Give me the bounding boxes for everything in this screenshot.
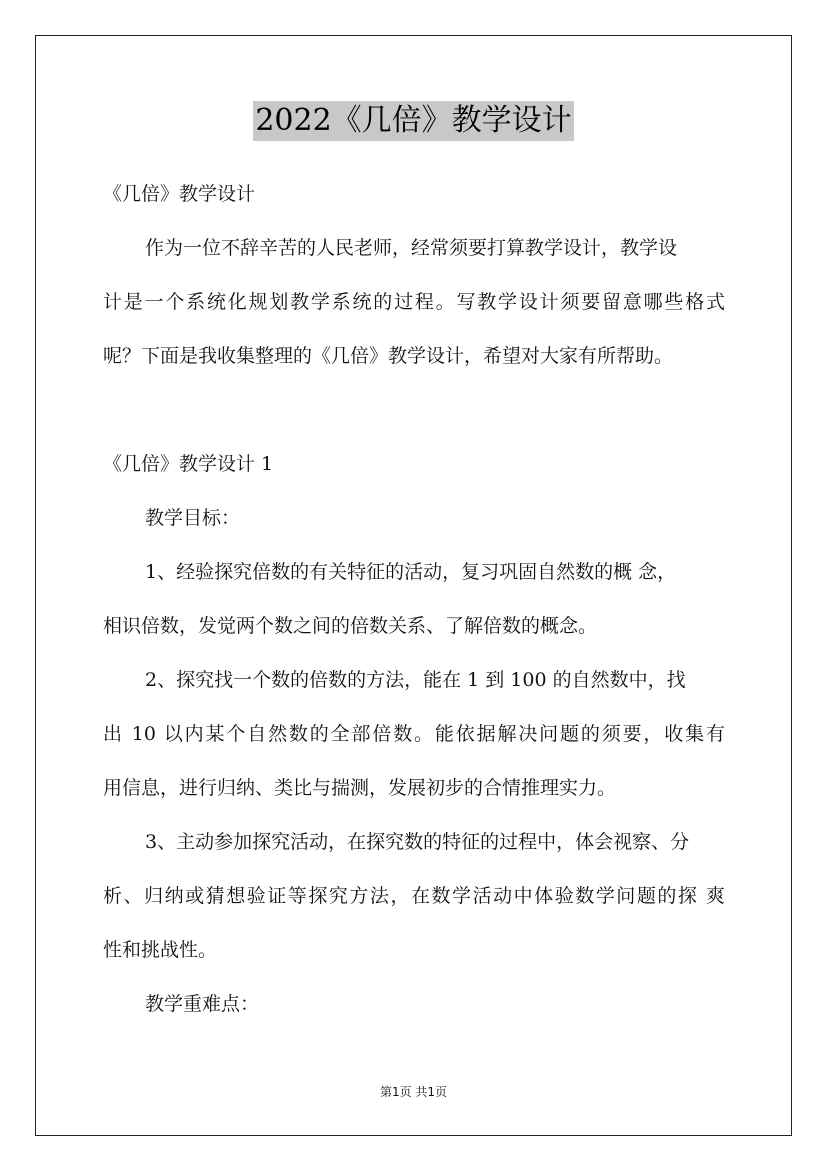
goal1-line-1: 1、经验探究倍数的有关特征的活动，复习巩固自然数的概 念，: [145, 561, 677, 583]
document-title: 2022《几倍》教学设计: [253, 101, 573, 141]
intro-line-1: 作为一位不辞辛苦的人民老师，经常须要打算教学设计，教学设: [145, 237, 678, 259]
title-wrap: [0, 101, 827, 141]
goal3-line-3: 性和挑战性。: [103, 939, 218, 961]
goals-heading: 教学目标：: [145, 507, 241, 529]
section-heading: 《几倍》教学设计 1: [103, 453, 274, 475]
goal2-line-2: 出 10 以内某个自然数的全部倍数。能依据解决问题的须要，收集有: [103, 723, 725, 745]
goal1-line-2: 相识倍数，发觉两个数之间的倍数关系、了解倍数的概念。: [103, 615, 598, 637]
goal2-line-3: 用信息，进行归纳、类比与揣测，发展初步的合情推理实力。: [103, 777, 617, 799]
intro-line-2: 计是一个系统化规划教学系统的过程。写教学设计须要留意哪些格式: [103, 291, 725, 313]
goal3-line-2: 析、归纳或猜想验证等探究方法，在数学活动中体验数学问题的探 爽: [103, 885, 725, 907]
goal3-line-1: 3、主动参加探究活动，在探究数的特征的过程中，体会视察、分: [145, 831, 690, 853]
document-subtitle: 《几倍》教学设计: [103, 183, 256, 205]
goal2-line-1: 2、探究找一个数的倍数的方法，能在 1 到 100 的自然数中，找: [145, 669, 686, 691]
difficulty-heading: 教学重难点：: [145, 993, 260, 1015]
intro-line-3: 呢？下面是我收集整理的《几倍》教学设计，希望对大家有所帮助。: [103, 345, 674, 367]
page-footer: 第1页 共1页: [379, 1085, 448, 1099]
